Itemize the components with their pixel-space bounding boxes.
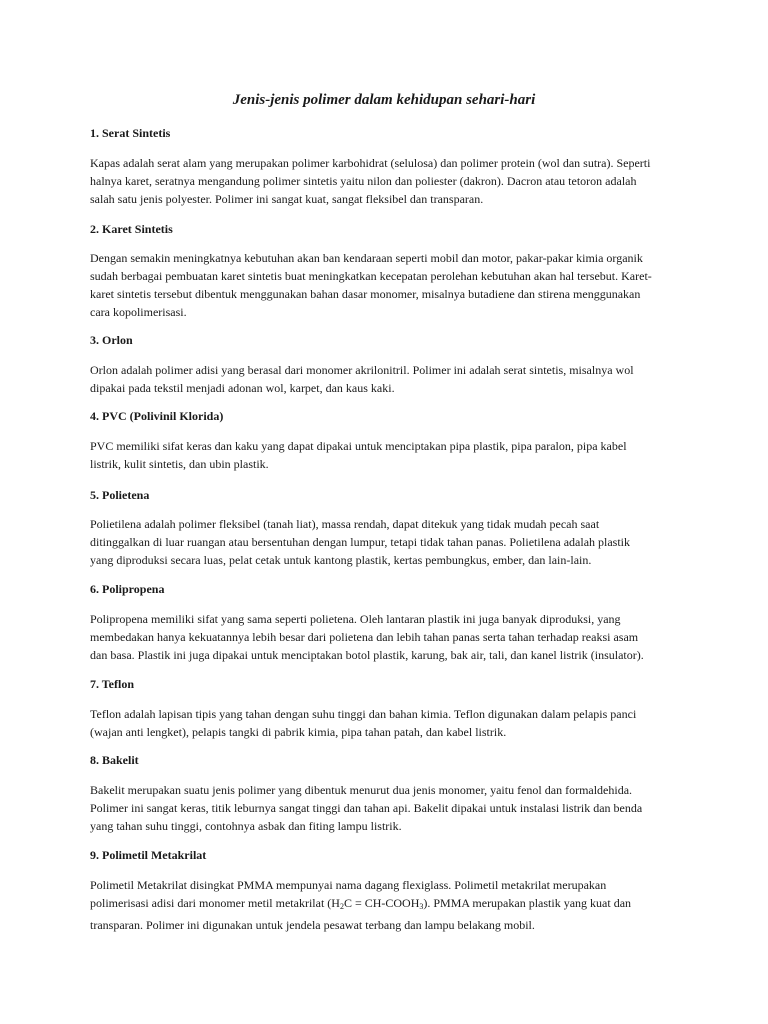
- section-heading-polipropena: 6. Polipropena: [90, 582, 165, 596]
- body-line: Polietilena adalah polimer fleksibel (tanah liat), massa rendah, dapat ditekuk yang tidak mudah pecah saat: [90, 517, 600, 531]
- section-heading-bakelit: 8. Bakelit: [90, 753, 139, 767]
- body-line: halnya karet, seratnya mengandung polimer sintetis yaitu nilon dan poliester (dakron). Dacron atau tetoron adalah: [90, 174, 637, 188]
- body-line: Polipropena memiliki sifat yang sama seperti polietena. Oleh lantaran plastik ini juga banyak diproduksi, yang: [90, 612, 621, 626]
- section-heading-pvc: 4. PVC (Polivinil Klorida): [90, 409, 224, 423]
- document-title: Jenis-jenis polimer dalam kehidupan sehari-hari: [232, 92, 536, 108]
- section-body-polietena: [90, 515, 670, 569]
- body-line: Teflon adalah lapisan tipis yang tahan dengan suhu tinggi dan bahan kimia. Teflon digunakan dalam pelapis panci: [90, 707, 637, 721]
- body-line: sudah berbagai pembuatan karet sintetis buat meningkatkan kecepatan perolehan kebutuhan akan hal tersebut. Karet-: [90, 269, 652, 283]
- body-line: Dengan semakin meningkatnya kebutuhan akan ban kendaraan seperti mobil dan motor, pakar-pakar kimia organik: [90, 251, 643, 265]
- body-line-formula: [90, 894, 670, 916]
- body-line: dan basa. Plastik ini juga dipakai untuk menciptakan botol plastik, karung, bak air, tali, dan kanel listrik (insulator).: [90, 648, 644, 662]
- body-line: dipakai pada tekstil menjadi adonan wol, karpet, dan kaus kaki.: [90, 381, 395, 395]
- formula-text-post: ). PMMA merupakan plastik yang kuat dan: [423, 896, 632, 910]
- subscript-3: 3: [419, 902, 424, 911]
- section-body-karet-sintetis: [90, 249, 670, 321]
- body-line: Bakelit merupakan suatu jenis polimer yang dibentuk menurut dua jenis monomer, yaitu fenol dan formaldehida.: [90, 783, 633, 797]
- body-line: Polimetil Metakrilat disingkat PMMA mempunyai nama dagang flexiglass. Polimetil metakrilat merupakan: [90, 878, 607, 892]
- body-line: (wajan anti lengket), pelapis tangki di pabrik kimia, pipa tahan patah, dan kabel listrik.: [90, 725, 507, 739]
- section-body-orlon: [90, 361, 670, 397]
- body-line: karet sintetis tersebut dibentuk menggunakan bahan dasar monomer, misalnya butadiene dan stirena menggunakan: [90, 287, 641, 301]
- body-line: transparan. Polimer ini digunakan untuk jendela pesawat terbang dan lampu belakang mobil.: [90, 918, 535, 932]
- body-line: yang tahan suhu tinggi, contohnya asbak dan fiting lampu listrik.: [90, 819, 402, 833]
- section-heading-polietena: 5. Polietena: [90, 488, 150, 502]
- formula-text-mid: C = CH-COOH: [343, 896, 420, 910]
- subscript-2: 2: [339, 902, 344, 911]
- body-line: membedakan hanya kekuatannya lebih besar dari polietena dan lebih tahan panas serta tahan terhadap reaksi asam: [90, 630, 639, 644]
- section-body-polimetil-metakrilat: [90, 876, 670, 934]
- section-body-pvc: [90, 437, 670, 473]
- section-heading-karet-sintetis: 2. Karet Sintetis: [90, 222, 173, 236]
- section-heading-teflon: 7. Teflon: [90, 677, 135, 691]
- section-body-serat-sintetis: [90, 154, 670, 208]
- section-heading-serat-sintetis: 1. Serat Sintetis: [90, 126, 171, 140]
- formula-text-pre: polimerisasi adisi dari monomer metil metakrilat (H: [90, 896, 340, 910]
- section-body-teflon: [90, 705, 670, 741]
- body-line: yang diproduksi secara luas, pelat cetak untuk kantong plastik, kertas pembungkus, ember, dan lain-lain.: [90, 553, 592, 567]
- section-body-bakelit: [90, 781, 670, 835]
- section-body-polipropena: [90, 610, 670, 664]
- body-line: Orlon adalah polimer adisi yang berasal dari monomer akrilonitril. Polimer ini adalah serat sintetis, misalnya wol: [90, 363, 634, 377]
- body-line: Kapas adalah serat alam yang merupakan polimer karbohidrat (selulosa) dan polimer protein (wol dan sutra). Seperti: [90, 156, 651, 170]
- body-line: cara kopolimerisasi.: [90, 305, 187, 319]
- body-line: listrik, kulit sintetis, dan ubin plastik.: [90, 457, 269, 471]
- section-heading-orlon: 3. Orlon: [90, 333, 133, 347]
- body-line: Polimer ini sangat keras, titik leburnya sangat tinggi dan tahan api. Bakelit dipakai untuk instalasi listrik dan benda: [90, 801, 643, 815]
- body-line: ditinggalkan di luar ruangan atau bersentuhan dengan lumpur, tetapi tidak tahan panas. Polietilena adalah plastik: [90, 535, 631, 549]
- body-line: PVC memiliki sifat keras dan kaku yang dapat dipakai untuk menciptakan pipa plastik, pipa paralon, pipa kabel: [90, 439, 627, 453]
- body-line: salah satu jenis polyester. Polimer ini sangat kuat, sangat fleksibel dan transparan.: [90, 192, 484, 206]
- section-heading-polimetil-metakrilat: 9. Polimetil Metakrilat: [90, 848, 207, 862]
